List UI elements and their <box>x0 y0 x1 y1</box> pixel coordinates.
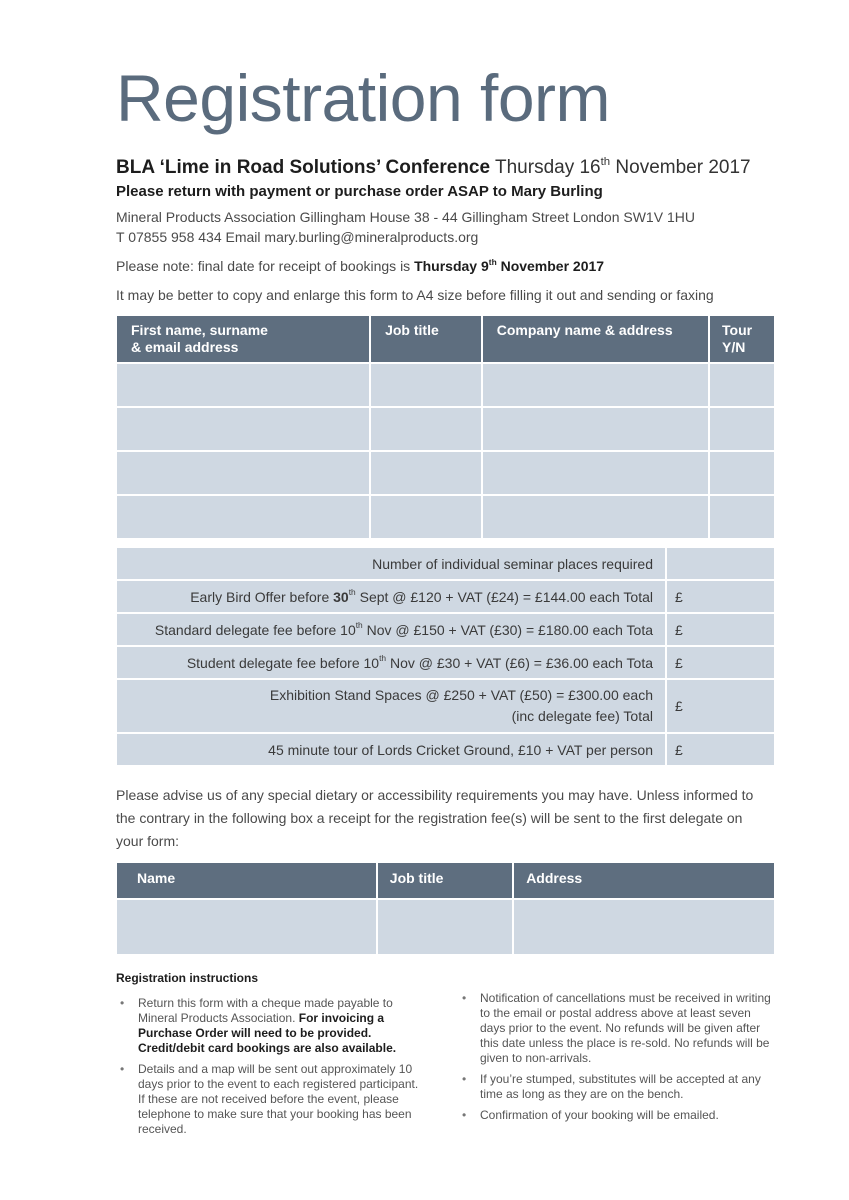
note-deadline-sup: th <box>488 256 497 267</box>
fee-label-exhibition <box>117 680 665 732</box>
postal-address: Mineral Products Association Gillingham House 38 - 44 Gillingham Street London SW1V 1HU <box>116 209 695 225</box>
dietary-advice-text: Please advise us of any special dietary or accessibility requirements you may have. Unless informed to the contrary in the following box a receipt for the registration fee(s) will be sent to the first delegate on your form: <box>116 787 754 849</box>
instructions-list-right <box>458 991 778 1129</box>
early-bird-text: Early Bird Offer before <box>190 588 334 605</box>
instruction-invoicing: For invoicing a Purchase Order will need to be provided. Credit/debit card bookings are also available. <box>138 1011 397 1055</box>
conference-date <box>495 157 751 178</box>
delegate-name-field[interactable] <box>117 452 369 494</box>
fee-row-early-bird <box>117 581 774 612</box>
note-deadline-day: Thursday 9 <box>414 258 489 274</box>
delegate-job-field[interactable] <box>371 364 481 406</box>
standard-text: Standard delegate fee before 10 <box>154 621 356 638</box>
conference-date-day: Thursday 16 <box>495 157 601 178</box>
delegate-job-field[interactable] <box>371 408 481 450</box>
delegate-name-field[interactable] <box>117 364 369 406</box>
note-deadline-month: November 2017 <box>496 258 605 274</box>
copy-advice: It may be better to copy and enlarge this form to A4 size before filling it out and sending or faxing <box>116 287 714 303</box>
delegate-tour-field[interactable] <box>710 408 774 450</box>
list-item <box>116 996 426 1056</box>
header-job-title: Job title <box>371 316 481 362</box>
fee-label-tour: 45 minute tour of Lords Cricket Ground, £10 + VAT per person <box>117 734 665 765</box>
contact-details: T 07855 958 434 Email mary.burling@mineralproducts.org <box>116 229 479 245</box>
list-item: • Details and a map will be sent out approximately 10 days prior to the event to each registered participant. If these are not received before the event, please telephone to make sure that your booking has been received. <box>116 1062 426 1137</box>
header-name-line2: & email address <box>131 339 239 355</box>
delegate-job-field[interactable] <box>371 452 481 494</box>
delegate-company-field[interactable] <box>483 408 708 450</box>
early-bird-sup: th <box>348 587 356 598</box>
exhibition-line1: Exhibition Stand Spaces @ £250 + VAT (£50) = £300.00 each <box>269 687 653 703</box>
return-instruction: Please return with payment or purchase order ASAP to Mary Burling <box>116 183 603 200</box>
receipt-address-field[interactable] <box>514 900 774 954</box>
instruction-cheque: Return this form with a cheque made payable to Mineral Products Association. <box>138 996 393 1025</box>
early-bird-total-field[interactable]: £ <box>667 581 774 612</box>
tour-total-field[interactable]: £ <box>667 734 774 765</box>
header-tour-line1: Tour <box>722 322 753 338</box>
table-row <box>117 408 774 450</box>
fee-row-exhibition <box>117 680 774 732</box>
booking-deadline-note <box>116 258 604 274</box>
header-receipt-name: Name <box>117 863 376 898</box>
delegate-company-field[interactable] <box>483 452 708 494</box>
fee-label-standard <box>117 614 665 645</box>
standard-sup: th <box>355 620 363 631</box>
header-receipt-job: Job title <box>378 863 512 898</box>
list-item: • Notification of cancellations must be received in writing to the email or postal address above at least seven days prior to the event. No refunds will be given after this date unless the place is re-sold. No refunds will be given to non-arrivals. <box>458 991 778 1066</box>
conference-date-month: November 2017 <box>610 157 751 178</box>
fee-label-early-bird <box>117 581 665 612</box>
note-prefix: Please note: final date for receipt of bookings is <box>116 258 415 274</box>
note-deadline <box>414 258 604 274</box>
conference-name: BLA ‘Lime in Road Solutions’ Conference <box>116 157 491 178</box>
page-title: Registration form <box>116 61 611 135</box>
conference-date-sup: th <box>600 156 611 169</box>
fee-label-student <box>117 647 665 678</box>
header-tour-line2: Y/N <box>722 339 746 355</box>
student-price: Nov @ £30 + VAT (£6) = £36.00 each Tota <box>386 654 653 671</box>
student-sup: th <box>379 653 387 664</box>
early-bird-day: 30 <box>333 588 349 605</box>
student-total-field[interactable]: £ <box>667 647 774 678</box>
table-row <box>117 452 774 494</box>
delegate-tour-field[interactable] <box>710 496 774 538</box>
fee-row-seminar <box>117 548 774 579</box>
delegate-job-field[interactable] <box>371 496 481 538</box>
conference-line <box>116 157 751 179</box>
fee-row-tour <box>117 734 774 765</box>
exhibition-line2: (inc delegate fee) Total <box>511 708 653 724</box>
header-company: Company name & address <box>483 316 708 362</box>
delegate-company-field[interactable] <box>483 496 708 538</box>
list-item: • Confirmation of your booking will be emailed. <box>458 1108 778 1123</box>
fee-row-student <box>117 647 774 678</box>
list-item: • If you’re stumped, substitutes will be accepted at any time as long as they are on the bench. <box>458 1072 778 1102</box>
seminar-places-field[interactable] <box>667 548 774 579</box>
exhibition-total-field[interactable]: £ <box>667 680 774 732</box>
fees-table <box>115 546 776 767</box>
fee-row-standard <box>117 614 774 645</box>
delegate-name-field[interactable] <box>117 408 369 450</box>
standard-price: Nov @ £150 + VAT (£30) = £180.00 each Tota <box>362 621 653 638</box>
delegate-table-header <box>117 316 774 362</box>
receipt-table-header <box>117 863 774 898</box>
header-tour <box>710 316 774 362</box>
table-row <box>117 496 774 538</box>
header-receipt-address: Address <box>514 863 774 898</box>
standard-total-field[interactable]: £ <box>667 614 774 645</box>
table-row <box>117 364 774 406</box>
student-text: Student delegate fee before 10 <box>186 654 380 671</box>
delegate-name-field[interactable] <box>117 496 369 538</box>
delegate-tour-field[interactable] <box>710 452 774 494</box>
receipt-table <box>115 861 776 956</box>
delegate-company-field[interactable] <box>483 364 708 406</box>
delegate-table <box>115 314 776 540</box>
fee-label-seminar: Number of individual seminar places required <box>117 548 665 579</box>
receipt-name-field[interactable] <box>117 900 376 954</box>
delegate-tour-field[interactable] <box>710 364 774 406</box>
instructions-list-left <box>116 996 426 1143</box>
early-bird-price: Sept @ £120 + VAT (£24) = £144.00 each Total <box>355 588 653 605</box>
header-name-email <box>117 316 369 362</box>
receipt-job-field[interactable] <box>378 900 512 954</box>
header-name-line1: First name, surname <box>131 322 268 338</box>
instructions-title: Registration instructions <box>116 971 259 985</box>
table-row <box>117 900 774 954</box>
